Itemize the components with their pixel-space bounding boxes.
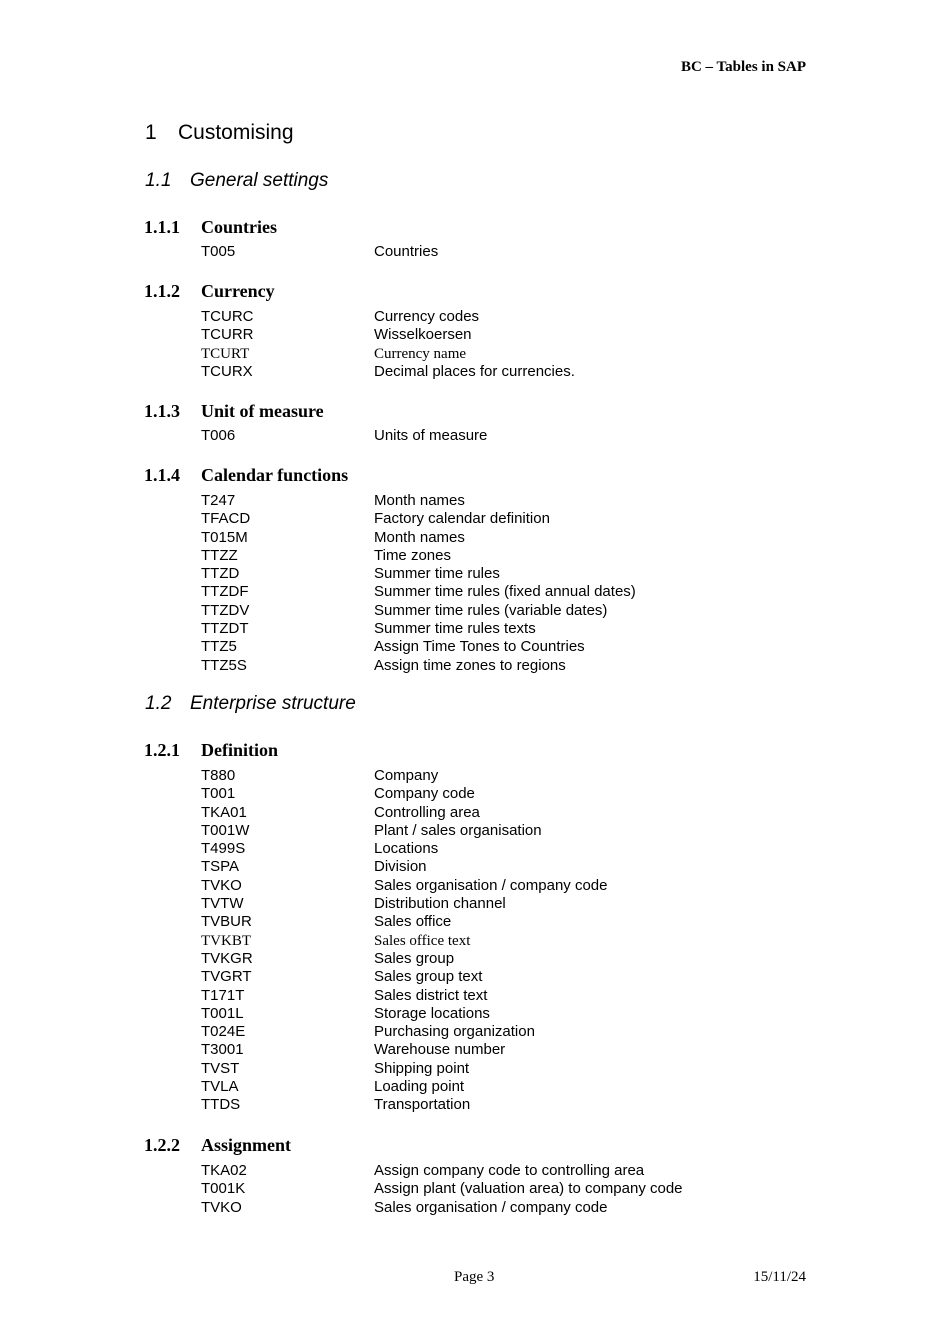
table-description: Units of measure bbox=[374, 427, 488, 444]
table-code: TKA01 bbox=[201, 803, 247, 821]
table-description: Distribution channel bbox=[374, 895, 506, 913]
section-heading bbox=[145, 693, 356, 715]
table-description: Sales office text bbox=[374, 932, 471, 949]
table-code: TVKO bbox=[201, 1198, 242, 1216]
table-description: Time zones bbox=[374, 546, 451, 564]
subsection-heading bbox=[144, 281, 275, 302]
table-description: Company code bbox=[374, 785, 475, 803]
table-description: Factory calendar definition bbox=[374, 510, 550, 528]
subsection-title: Definition bbox=[201, 740, 279, 760]
table-description: Sales organisation / company code bbox=[374, 876, 608, 894]
subsection-heading bbox=[144, 401, 324, 422]
table-code: TTZDV bbox=[201, 601, 250, 619]
table-code: TVKGR bbox=[201, 949, 253, 967]
table-code: TTZDF bbox=[201, 583, 249, 601]
table-code: T015M bbox=[201, 528, 248, 546]
table-code: TTZ5S bbox=[201, 656, 247, 674]
table-code: T001L bbox=[201, 1004, 244, 1022]
table-code: TVTW bbox=[201, 895, 244, 913]
table-description: Company bbox=[374, 767, 439, 784]
table-description: Sales group text bbox=[374, 968, 483, 986]
table-code: T001K bbox=[201, 1180, 246, 1198]
chapter-number: 1 bbox=[145, 121, 157, 144]
table-code: T171T bbox=[201, 986, 245, 1004]
table-code: TVKBT bbox=[201, 932, 251, 949]
chapter-title: Customising bbox=[178, 121, 294, 144]
table-description: Warehouse number bbox=[374, 1041, 506, 1059]
table-code: T247 bbox=[201, 492, 236, 509]
table-description: Decimal places for currencies. bbox=[374, 362, 575, 380]
table-description: Plant / sales organisation bbox=[374, 821, 542, 839]
table-description: Currency name bbox=[374, 345, 467, 362]
subsection-title: Calendar functions bbox=[201, 465, 349, 485]
table-code: TFACD bbox=[201, 510, 251, 528]
table-code: TVBUR bbox=[201, 913, 252, 931]
table-description: Shipping point bbox=[374, 1059, 470, 1077]
chapter-heading bbox=[145, 121, 294, 145]
table-code: T024E bbox=[201, 1023, 246, 1041]
subsection-title: Countries bbox=[201, 217, 277, 237]
table-description: Summer time rules texts bbox=[374, 620, 536, 638]
section-number: 1.1 bbox=[145, 170, 172, 191]
table-description: Wisselkoersen bbox=[374, 326, 472, 344]
table-description: Transportation bbox=[374, 1096, 471, 1114]
section-title: General settings bbox=[190, 170, 329, 191]
subsection-heading bbox=[144, 740, 278, 761]
subsection-heading bbox=[144, 1135, 291, 1156]
table-description: Purchasing organization bbox=[374, 1023, 535, 1041]
table-description: Month names bbox=[374, 492, 465, 509]
subsection-number: 1.1.1 bbox=[144, 217, 180, 237]
table-description: Assign plant (valuation area) to company code bbox=[374, 1180, 683, 1198]
table-code: TVKO bbox=[201, 876, 242, 894]
table-description: Locations bbox=[374, 840, 439, 858]
table-description: Summer time rules bbox=[374, 565, 500, 583]
table-code: TTZZ bbox=[201, 546, 238, 564]
table-description: Division bbox=[374, 858, 427, 876]
section-heading bbox=[145, 170, 328, 192]
footer-date: 15/11/24 bbox=[753, 1269, 806, 1285]
table-code: TCURR bbox=[201, 326, 254, 344]
table-code: TVGRT bbox=[201, 968, 252, 986]
table-code: TCURC bbox=[201, 308, 254, 325]
table-code: TVLA bbox=[201, 1078, 239, 1096]
table-description: Sales district text bbox=[374, 986, 488, 1004]
table-code: T006 bbox=[201, 427, 236, 444]
table-description: Storage locations bbox=[374, 1004, 490, 1022]
table-code: T3001 bbox=[201, 1041, 244, 1059]
table-description: Month names bbox=[374, 528, 465, 546]
section-title: Enterprise structure bbox=[190, 693, 356, 714]
table-description: Assign Time Tones to Countries bbox=[374, 638, 585, 656]
table-description: Countries bbox=[374, 243, 439, 260]
table-code: T499S bbox=[201, 840, 246, 858]
table-code: TTDS bbox=[201, 1096, 241, 1114]
running-header: BC – Tables in SAP bbox=[680, 59, 806, 75]
table-code: TTZDT bbox=[201, 620, 249, 638]
subsection-heading bbox=[144, 465, 348, 486]
subsection-title: Currency bbox=[201, 281, 275, 301]
table-code: T001W bbox=[201, 821, 250, 839]
section-number: 1.2 bbox=[145, 693, 172, 714]
table-description: Assign company code to controlling area bbox=[374, 1162, 645, 1179]
table-code: TCURX bbox=[201, 362, 253, 380]
subsection-number: 1.1.3 bbox=[144, 401, 180, 421]
subsection-heading bbox=[144, 217, 277, 238]
subsection-number: 1.1.2 bbox=[144, 281, 180, 301]
table-description: Currency codes bbox=[374, 308, 480, 325]
table-description: Loading point bbox=[374, 1078, 465, 1096]
table-description: Sales group bbox=[374, 949, 455, 967]
subsection-title: Unit of measure bbox=[201, 401, 324, 421]
table-code: TSPA bbox=[201, 858, 240, 876]
subsection-title: Assignment bbox=[201, 1135, 292, 1155]
subsection-number: 1.2.2 bbox=[144, 1135, 180, 1155]
page-number: Page 3 bbox=[454, 1269, 495, 1285]
table-code: TTZ5 bbox=[201, 638, 237, 656]
subsection-number: 1.1.4 bbox=[144, 465, 180, 485]
table-code: TKA02 bbox=[201, 1162, 247, 1179]
table-description: Assign time zones to regions bbox=[374, 656, 566, 674]
table-description: Sales organisation / company code bbox=[374, 1198, 608, 1216]
table-code: TCURT bbox=[201, 345, 250, 362]
table-description: Summer time rules (variable dates) bbox=[374, 601, 608, 619]
table-code: TVST bbox=[201, 1059, 240, 1077]
table-code: TTZD bbox=[201, 565, 240, 583]
table-description: Sales office bbox=[374, 913, 452, 931]
table-code: T005 bbox=[201, 243, 236, 260]
subsection-number: 1.2.1 bbox=[144, 740, 180, 760]
table-code: T001 bbox=[201, 785, 236, 803]
table-description: Controlling area bbox=[374, 803, 480, 821]
table-description: Summer time rules (fixed annual dates) bbox=[374, 583, 636, 601]
table-code: T880 bbox=[201, 767, 236, 784]
